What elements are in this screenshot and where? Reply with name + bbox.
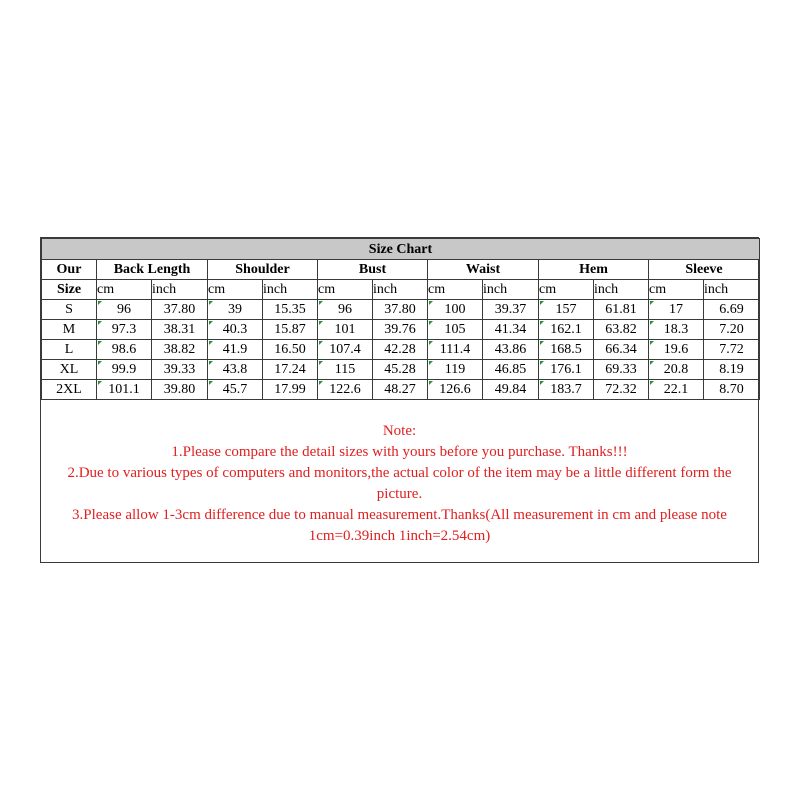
table-row bbox=[42, 360, 760, 380]
note-line-2: 2.Due to various types of computers and monitors,the actual color of the item may be a little different form the picture. bbox=[67, 465, 732, 502]
cell-cm: 22.1 bbox=[649, 380, 704, 400]
header-group: Hem bbox=[539, 260, 649, 280]
unit-cm: cm bbox=[539, 280, 594, 300]
unit-cm: cm bbox=[649, 280, 704, 300]
cell-cm: 100 bbox=[428, 300, 483, 320]
cell-cm: 107.4 bbox=[318, 340, 373, 360]
cell-cm: 122.6 bbox=[318, 380, 373, 400]
cell-cm: 20.8 bbox=[649, 360, 704, 380]
cell-cm: 119 bbox=[428, 360, 483, 380]
cell-cm: 41.9 bbox=[208, 340, 263, 360]
unit-cm: cm bbox=[97, 280, 152, 300]
cell-inch: 15.35 bbox=[263, 300, 318, 320]
size-label: M bbox=[42, 320, 97, 340]
unit-cm: cm bbox=[318, 280, 373, 300]
cell-inch: 39.80 bbox=[152, 380, 208, 400]
unit-inch: inch bbox=[483, 280, 539, 300]
cell-inch: 45.28 bbox=[373, 360, 428, 380]
cell-cm: 96 bbox=[318, 300, 373, 320]
cell-inch: 41.34 bbox=[483, 320, 539, 340]
cell-inch: 6.69 bbox=[704, 300, 760, 320]
unit-inch: inch bbox=[704, 280, 760, 300]
note-line-1: 1.Please compare the detail sizes with yours before you purchase. Thanks!!! bbox=[171, 444, 628, 460]
cell-cm: 105 bbox=[428, 320, 483, 340]
cell-cm: 18.3 bbox=[649, 320, 704, 340]
header-size: Size bbox=[42, 280, 97, 300]
cell-inch: 8.19 bbox=[704, 360, 760, 380]
note-line-3: 3.Please allow 1-3cm difference due to manual measurement.Thanks(All measurement in cm and please note 1cm=0.39inch 1inch=2.54cm) bbox=[72, 507, 727, 544]
table-row bbox=[42, 320, 760, 340]
table-row bbox=[42, 340, 760, 360]
size-chart bbox=[40, 237, 759, 563]
cell-inch: 42.28 bbox=[373, 340, 428, 360]
cell-inch: 37.80 bbox=[152, 300, 208, 320]
unit-inch: inch bbox=[152, 280, 208, 300]
cell-cm: 168.5 bbox=[539, 340, 594, 360]
cell-cm: 101 bbox=[318, 320, 373, 340]
cell-inch: 66.34 bbox=[594, 340, 649, 360]
cell-cm: 115 bbox=[318, 360, 373, 380]
cell-inch: 39.37 bbox=[483, 300, 539, 320]
cell-cm: 99.9 bbox=[97, 360, 152, 380]
cell-cm: 162.1 bbox=[539, 320, 594, 340]
cell-inch: 17.99 bbox=[263, 380, 318, 400]
cell-inch: 43.86 bbox=[483, 340, 539, 360]
cell-cm: 183.7 bbox=[539, 380, 594, 400]
header-group: Shoulder bbox=[208, 260, 318, 280]
cell-inch: 38.31 bbox=[152, 320, 208, 340]
cell-cm: 19.6 bbox=[649, 340, 704, 360]
table-row bbox=[42, 300, 760, 320]
size-label: S bbox=[42, 300, 97, 320]
table-row bbox=[42, 380, 760, 400]
unit-inch: inch bbox=[373, 280, 428, 300]
size-label: 2XL bbox=[42, 380, 97, 400]
cell-cm: 39 bbox=[208, 300, 263, 320]
header-group: Sleeve bbox=[649, 260, 760, 280]
cell-inch: 61.81 bbox=[594, 300, 649, 320]
cell-inch: 72.32 bbox=[594, 380, 649, 400]
unit-cm: cm bbox=[208, 280, 263, 300]
header-our: Our bbox=[42, 260, 97, 280]
unit-inch: inch bbox=[263, 280, 318, 300]
cell-inch: 39.33 bbox=[152, 360, 208, 380]
unit-inch: inch bbox=[594, 280, 649, 300]
unit-cm: cm bbox=[428, 280, 483, 300]
cell-inch: 48.27 bbox=[373, 380, 428, 400]
cell-cm: 98.6 bbox=[97, 340, 152, 360]
cell-inch: 16.50 bbox=[263, 340, 318, 360]
cell-cm: 101.1 bbox=[97, 380, 152, 400]
cell-inch: 38.82 bbox=[152, 340, 208, 360]
cell-inch: 37.80 bbox=[373, 300, 428, 320]
cell-inch: 63.82 bbox=[594, 320, 649, 340]
header-group: Bust bbox=[318, 260, 428, 280]
cell-inch: 46.85 bbox=[483, 360, 539, 380]
cell-cm: 43.8 bbox=[208, 360, 263, 380]
table-title: Size Chart bbox=[42, 239, 760, 260]
cell-cm: 96 bbox=[97, 300, 152, 320]
cell-cm: 157 bbox=[539, 300, 594, 320]
notes-section bbox=[41, 403, 758, 562]
cell-inch: 7.72 bbox=[704, 340, 760, 360]
cell-inch: 17.24 bbox=[263, 360, 318, 380]
cell-cm: 45.7 bbox=[208, 380, 263, 400]
cell-inch: 15.87 bbox=[263, 320, 318, 340]
cell-cm: 111.4 bbox=[428, 340, 483, 360]
size-label: XL bbox=[42, 360, 97, 380]
cell-inch: 49.84 bbox=[483, 380, 539, 400]
header-group: Waist bbox=[428, 260, 539, 280]
cell-inch: 69.33 bbox=[594, 360, 649, 380]
cell-inch: 39.76 bbox=[373, 320, 428, 340]
cell-inch: 7.20 bbox=[704, 320, 760, 340]
header-group: Back Length bbox=[97, 260, 208, 280]
cell-inch: 8.70 bbox=[704, 380, 760, 400]
size-label: L bbox=[42, 340, 97, 360]
cell-cm: 176.1 bbox=[539, 360, 594, 380]
cell-cm: 40.3 bbox=[208, 320, 263, 340]
cell-cm: 17 bbox=[649, 300, 704, 320]
cell-cm: 97.3 bbox=[97, 320, 152, 340]
size-table bbox=[41, 238, 760, 400]
note-title: Note: bbox=[382, 423, 417, 439]
cell-cm: 126.6 bbox=[428, 380, 483, 400]
